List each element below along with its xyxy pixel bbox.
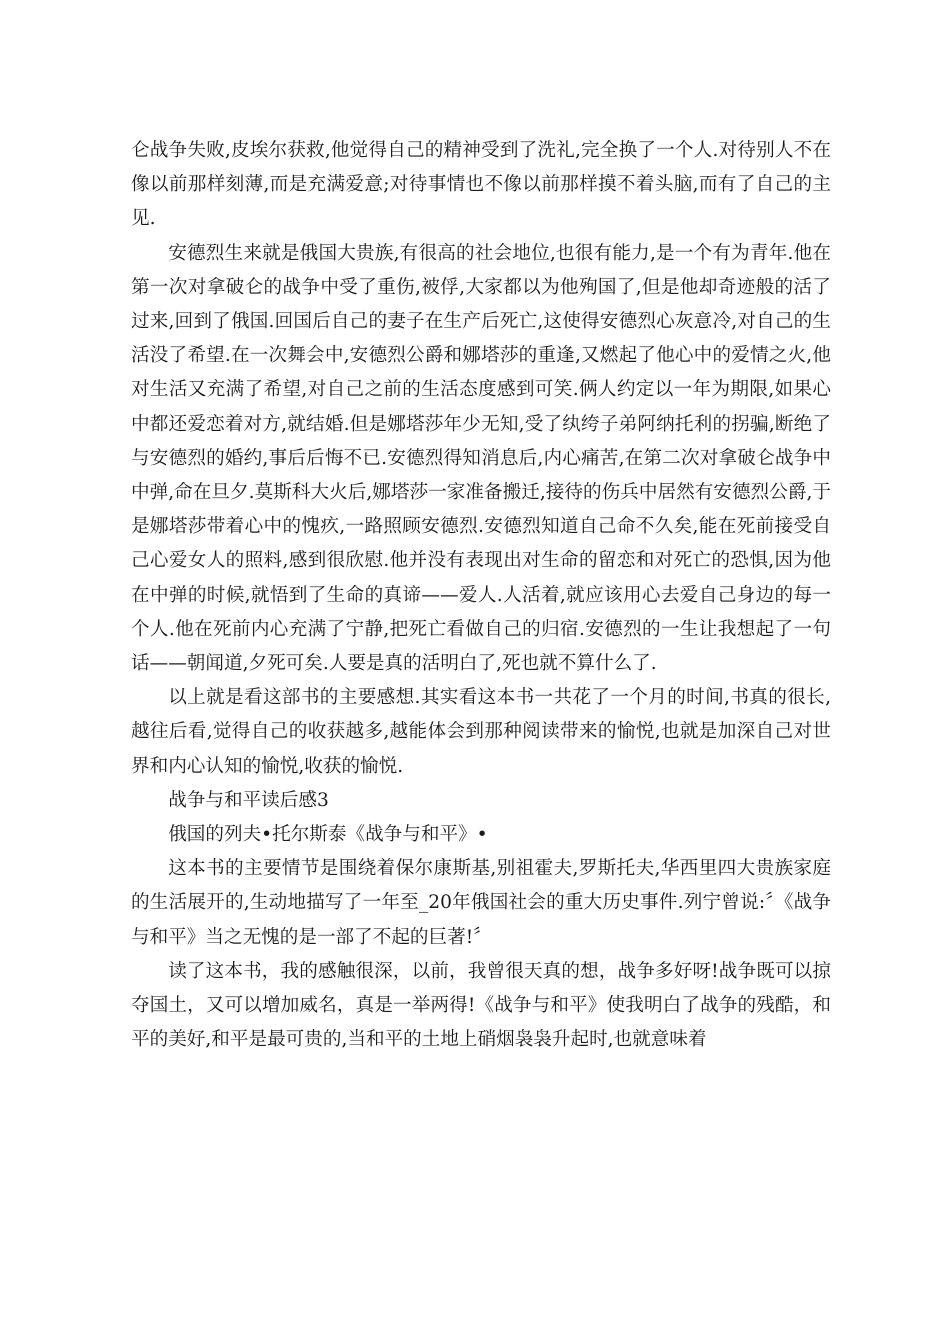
- paragraph-2: 安德烈生来就是俄国大贵族,有很高的社会地位,也很有能力,是一个有为青年.他在第一次对拿破仑的战争中受了重伤,被俘,大家都以为他殉国了,但是他却奇迹般的活了过来,回到了俄国.回国后自己的妻子在生产后死亡,这使得安德烈心灰意冷,对自己的生活没了希望.在一次舞会中,安德烈公爵和娜塔莎的重逢,又燃起了他心中的爱情之火,他对生活又充满了希望,对自己之前的生活态度感到可笑.俩人约定以一年为期限,如果心中都还爱恋着对方,就结婚.但是娜塔莎年少无知,受了纨绔子弟阿纳托利的拐骗,断绝了与安德烈的婚约,事后后悔不已.安德烈得知消息后,内心痛苦,在第二次对拿破仑战争中中弹,命在旦夕.莫斯科大火后,娜塔莎一家准备搬迁,接待的伤兵中居然有安德烈公爵,于是娜塔莎带着心中的愧疚,一路照顾安德烈.安德烈知道自己命不久矣,能在死前接受自己心爱女人的照料,感到很欣慰.他并没有表现出对生命的留恋和对死亡的恐惧,因为他在中弹的时候,就悟到了生命的真谛——爱人.人活着,就应该用心去爱自己身边的每一个人.他在死前内心充满了宁静,把死亡看做自己的归宿.安德烈的一生让我想起了一句话——朝闻道,夕死可矣.人要是真的活明白了,死也就不算什么了.: [131, 242, 831, 675]
- document-body: [131, 134, 831, 1057]
- paragraph-6: 这本书的主要情节是围绕着保尔康斯基,别祖霍夫,罗斯托夫,华西里四大贵族家庭的生活展开的,生动地描写了一年至_20年俄国社会的重大历史事件.列宁曾说:〞《战争与和平》当之无愧的是一部了不起的巨著!〞: [131, 858, 831, 948]
- book-attribution: 俄国的列夫•托尔斯泰《战争与和平》•: [168, 824, 488, 846]
- paragraph-3: 以上就是看这部书的主要感想.其实看这本书一共花了一个月的时间,书真的很长,越往后看,觉得自己的收获越多,越能体会到那种阅读带来的愉悦,也就是加深自己对世界和内心认知的愉悦,收获的愉悦.: [131, 687, 831, 777]
- paragraph-7: 读了这本书，我的感触很深，以前，我曾很天真的想，战争多好呀!战争既可以掠夺国土，又可以增加威名，真是一举两得!《战争与和平》使我明白了战争的残酷，和平的美好,和平是最可贵的,当和平的土地上硝烟袅袅升起时,也就意味着: [131, 960, 831, 1051]
- section-heading: 战争与和平读后感3: [168, 789, 329, 811]
- paragraph-1: 仑战争失败,皮埃尔获救,他觉得自己的精神受到了洗礼,完全换了一个人.对待别人不在像以前那样刻薄,而是充满爱意;对待事情也不像以前那样摸不着头脑,而有了自己的主见.: [131, 140, 831, 230]
